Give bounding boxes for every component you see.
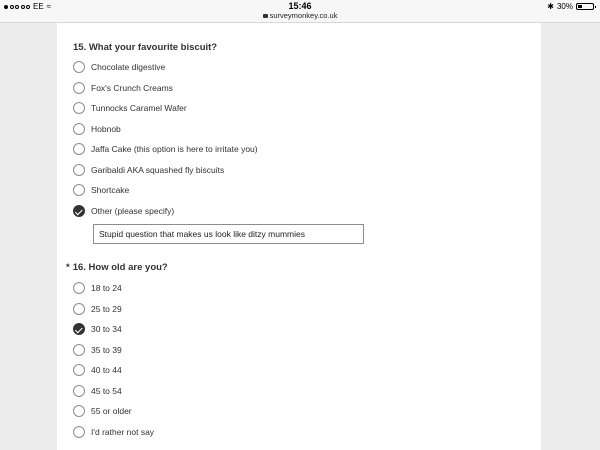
option-label: I'd rather not say [91,427,155,437]
battery-icon [576,3,594,10]
option-label: 45 to 54 [91,386,122,396]
radio-button-checked[interactable] [73,323,85,335]
status-bar [0,0,600,23]
q16-option[interactable] [73,302,122,316]
option-label: 40 to 44 [91,365,122,375]
option-label: Other (please specify) [91,206,175,216]
q15-option[interactable] [73,142,258,156]
question-16-title: * 16. How old are you? [66,262,168,273]
radio-button[interactable] [73,303,85,315]
option-label: Jaffa Cake (this option is here to irritate you) [91,144,258,154]
clock: 15:46 [288,1,312,11]
wifi-icon: ≈ [46,2,52,11]
option-label: 25 to 29 [91,304,122,314]
battery-percent: 30% [556,2,573,11]
question-15-title: 15. What your favourite biscuit? [73,42,218,53]
radio-button[interactable] [73,364,85,376]
radio-button[interactable] [73,282,85,294]
survey-page [57,23,541,450]
option-label: 55 or older [91,406,132,416]
status-right [547,2,594,11]
radio-button[interactable] [73,184,85,196]
q16-option[interactable] [73,343,122,357]
radio-button[interactable] [73,102,85,114]
option-label: Shortcake [91,185,130,195]
q16-option[interactable] [73,363,122,377]
radio-button[interactable] [73,61,85,73]
required-marker: * [66,262,70,273]
radio-button[interactable] [73,426,85,438]
option-label: 35 to 39 [91,345,122,355]
radio-button[interactable] [73,344,85,356]
q15-option-other[interactable] [73,204,174,218]
bluetooth-icon: ✱ [547,2,554,11]
q16-option[interactable] [73,322,122,336]
address-bar[interactable] [0,11,600,20]
q15-option[interactable] [73,101,187,115]
q16-option[interactable] [73,384,122,398]
radio-button[interactable] [73,164,85,176]
url-text: surveymonkey.co.uk [269,11,338,20]
q15-option[interactable] [73,163,224,177]
q15-option[interactable] [73,81,173,95]
carrier-name: EE [33,2,44,11]
q15-option[interactable] [73,183,129,197]
radio-button[interactable] [73,82,85,94]
other-specify-input[interactable]: Stupid question that makes us look like ditzy mummies [93,224,364,244]
radio-button[interactable] [73,123,85,135]
option-label: 18 to 24 [91,283,122,293]
option-label: Chocolate digestive [91,62,166,72]
radio-button-checked[interactable] [73,205,85,217]
radio-button[interactable] [73,143,85,155]
q16-option[interactable] [73,281,122,295]
q16-option[interactable] [73,425,154,439]
q15-option[interactable] [73,60,165,74]
option-label: Tunnocks Caramel Wafer [91,103,187,113]
option-label: 30 to 34 [91,324,122,334]
radio-button[interactable] [73,405,85,417]
option-label: Garibaldi AKA squashed fly biscuits [91,165,225,175]
q15-option[interactable] [73,122,121,136]
radio-button[interactable] [73,385,85,397]
q16-option[interactable] [73,404,132,418]
option-label: Hobnob [91,124,121,134]
option-label: Fox's Crunch Creams [91,83,173,93]
lock-icon [263,14,268,18]
